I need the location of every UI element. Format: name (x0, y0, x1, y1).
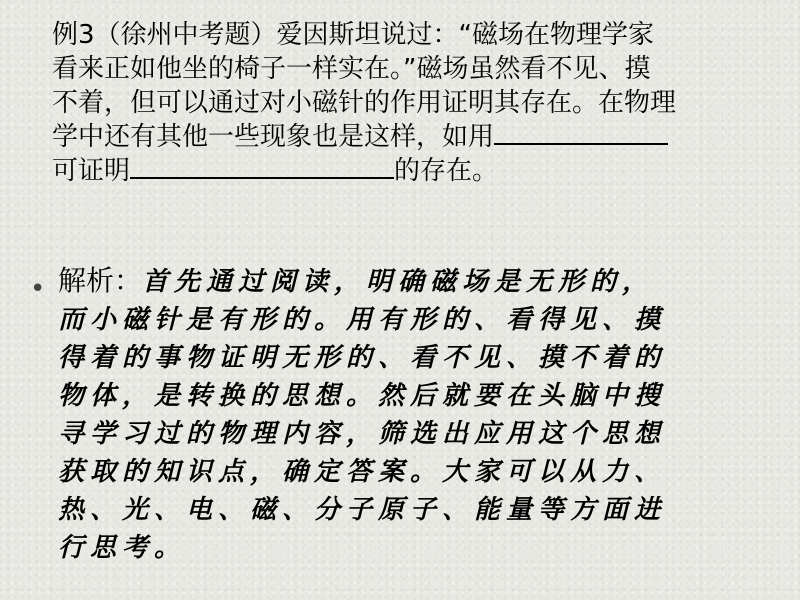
question-text (52, 18, 752, 188)
answer-blank-2[interactable] (130, 155, 394, 179)
answer-body (58, 262, 758, 567)
question-line-5 (52, 154, 752, 188)
question-line-3: 不着，但可以通过对小磁针的作用证明其存在。在物理 (52, 88, 677, 118)
question-line-4 (52, 120, 752, 154)
answer-line-3: 得着的事物证明无形的、看不见、摸不着的 (58, 343, 667, 373)
answer-line-6: 获取的知识点，确定答案。大家可以从力、 (58, 457, 667, 487)
answer-line-4: 物体，是转换的思想。然后就要在头脑中搜 (58, 381, 667, 411)
question-line-5-suffix: 的存在。 (394, 156, 499, 186)
question-line-5-prefix: 可证明 (52, 156, 131, 186)
answer-line-8: 行思考。 (58, 533, 187, 563)
answer-line-2: 而小磁针是有形的。用有形的、看得见、摸 (58, 305, 667, 335)
answer-line-7: 热、光、电、磁、分子原子、能量等方面进 (58, 495, 667, 525)
answer-line-5: 寻学习过的物理内容，筛选出应用这个思想 (58, 419, 667, 449)
question-line-1: 例3（徐州中考题）爱因斯坦说过：“磁场在物理学家 (52, 20, 655, 50)
answer-label: 解析： (58, 264, 143, 297)
answer-blank-1[interactable] (494, 121, 668, 145)
bullet-icon: • (30, 274, 46, 304)
answer-line-1-text: 首先通过阅读，明确磁场是无形的， (142, 267, 655, 297)
answer-line-1 (58, 262, 758, 301)
question-line-2: 看来正如他坐的椅子一样实在。”磁场虽然看不见、摸 (52, 54, 651, 84)
question-line-4-text: 学中还有其他一些现象也是这样，如用 (52, 122, 495, 152)
